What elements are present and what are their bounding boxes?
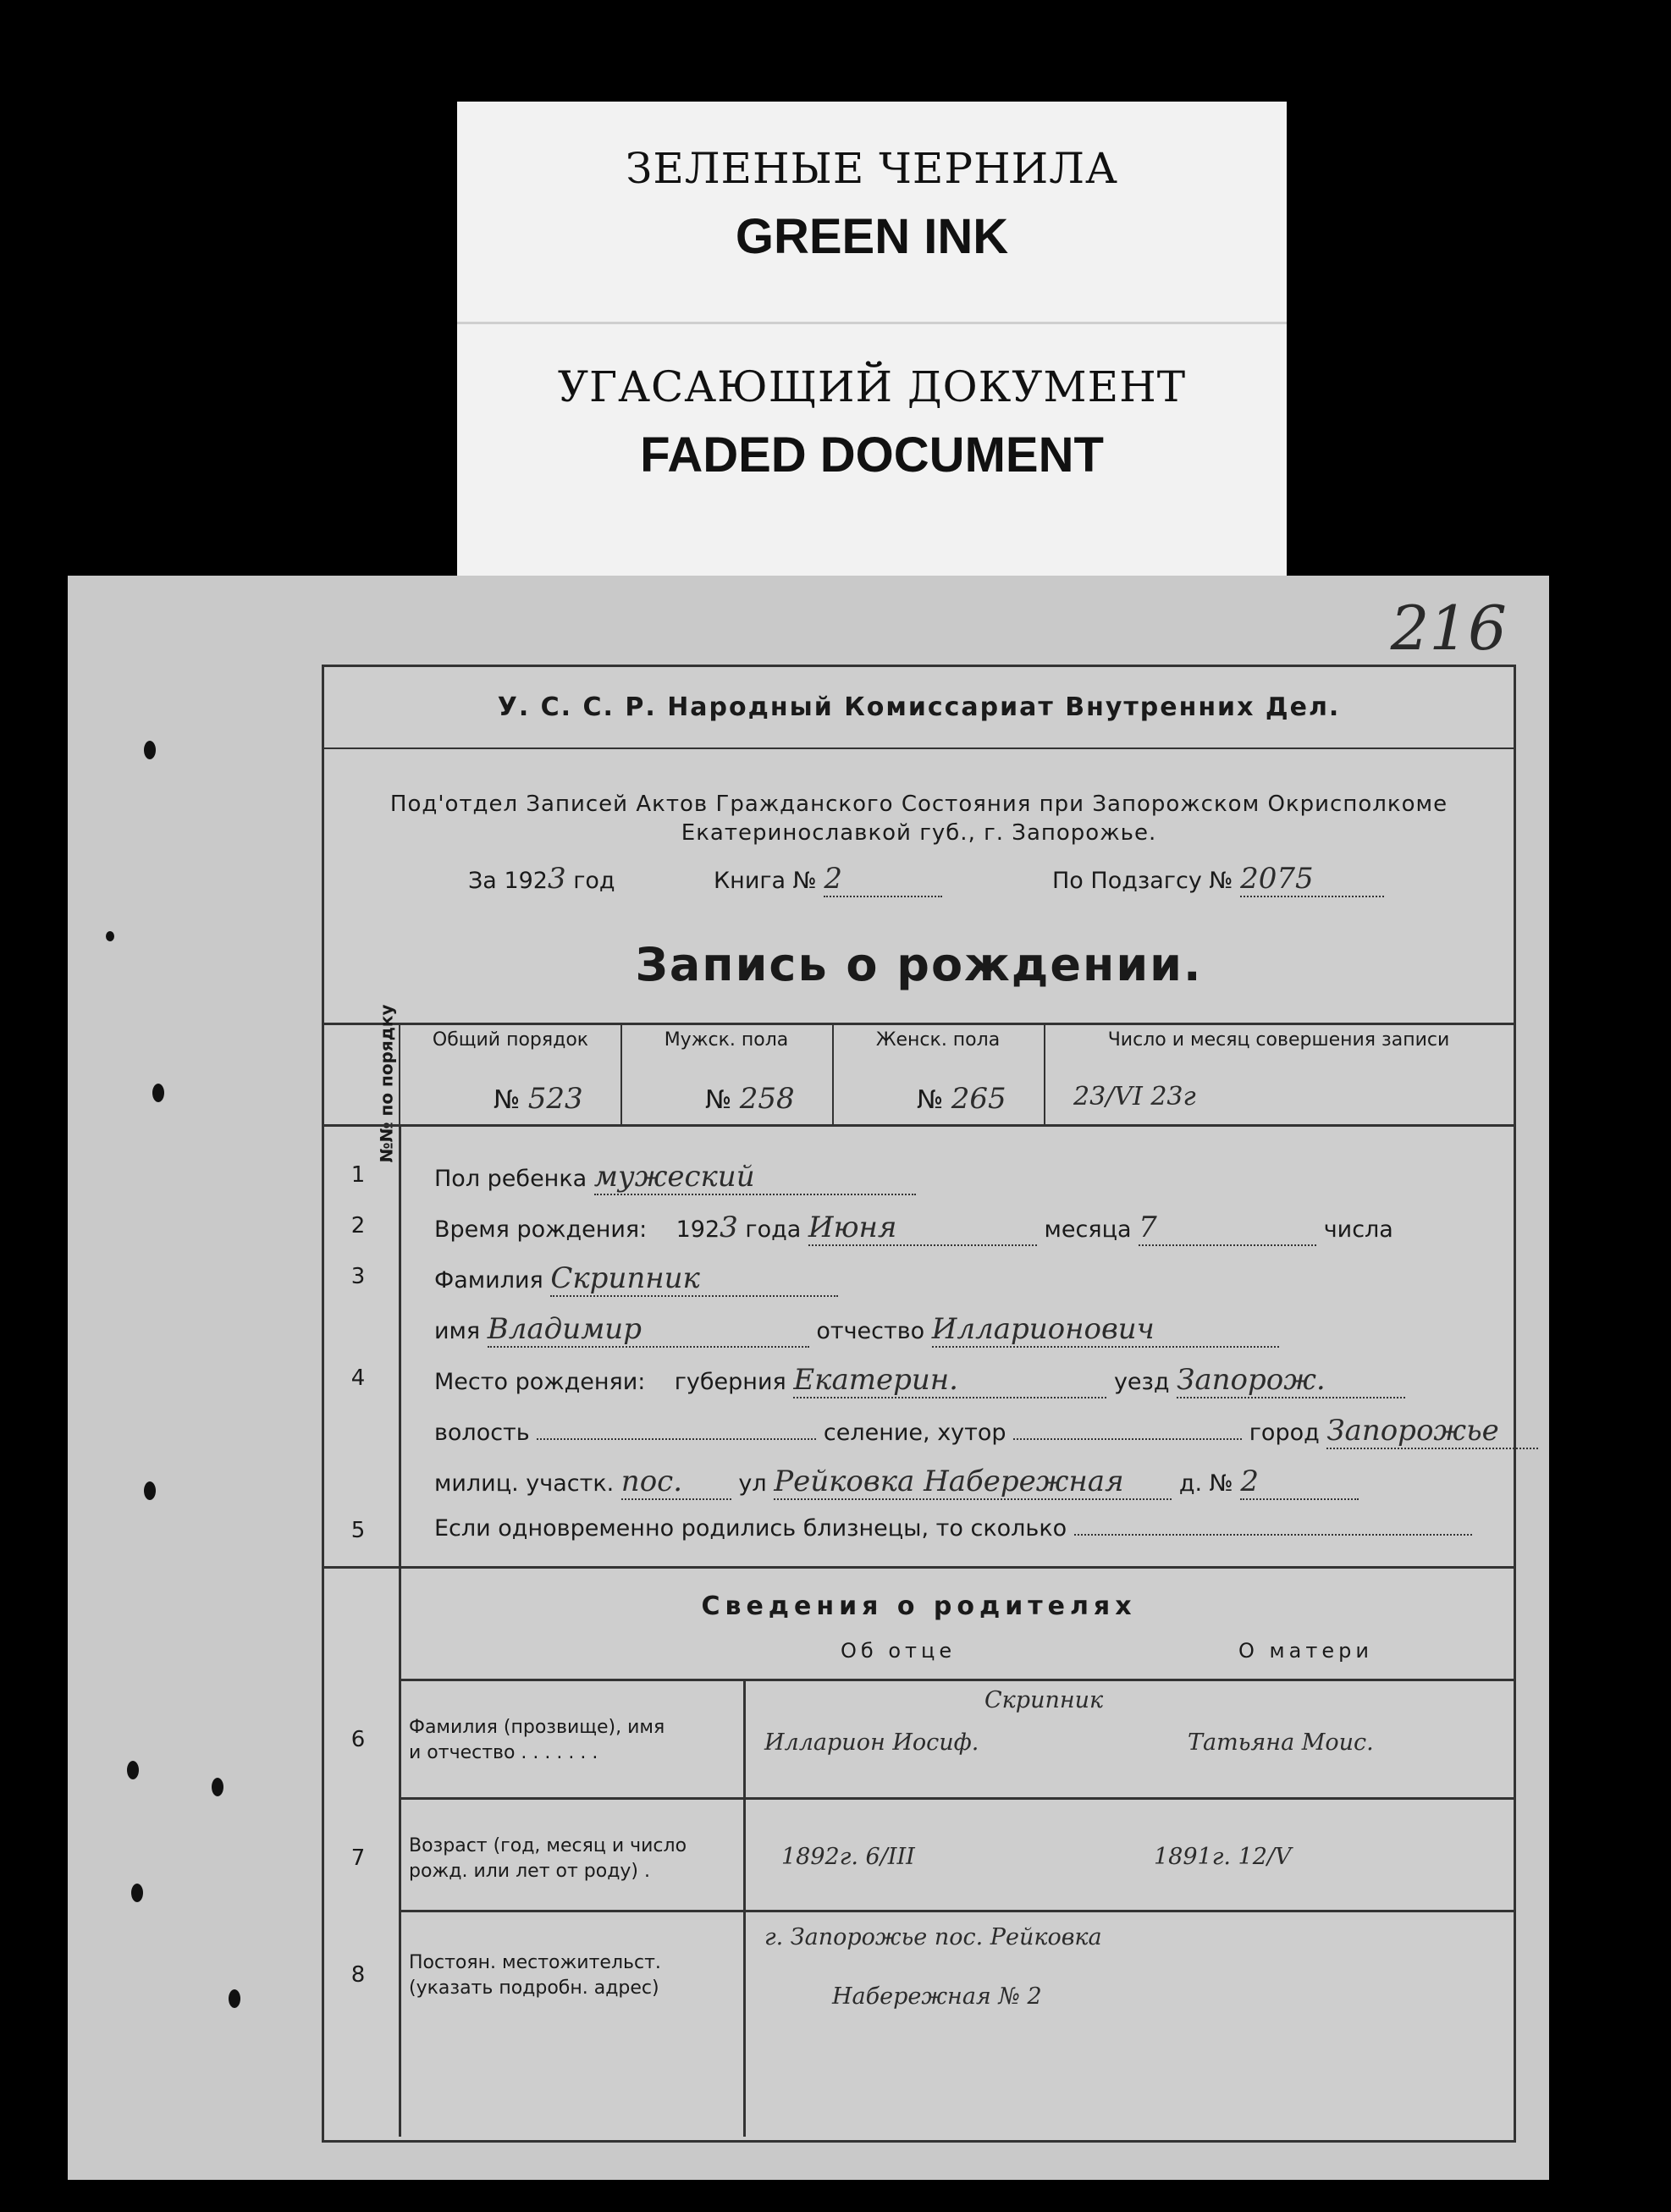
faded-document-ru: УГАСАЮЩИЙ ДОКУМЕНТ — [557, 362, 1187, 411]
male-head: Мужск. пола — [664, 1029, 789, 1051]
subregistry-value: 2075 — [1240, 862, 1384, 897]
parents-section-title: Сведения о родителях — [701, 1591, 1137, 1621]
green-ink-label — [457, 102, 1287, 322]
green-ink-en: GREEN INK — [735, 209, 1009, 264]
militia-field: милиц. участк. пос. ул Рейковка Набережная д. № 2 — [434, 1465, 1359, 1500]
male-order-value: № 258 — [705, 1082, 795, 1116]
row-number: 2 — [350, 1213, 366, 1238]
punch-hole — [229, 1989, 240, 2008]
department-line-2: Екатеринославкой губ., г. Запорожье. — [681, 820, 1157, 846]
age-row-label: Возраст (год, месяц и число рожд. или лет от роду) . — [409, 1835, 687, 1882]
mother-age: 1891г. 12/V — [1154, 1844, 1292, 1870]
name-row-label: Фамилия (прозвище), имя и отчество . . . . . . . — [409, 1717, 665, 1763]
ussr-header: У. С. С. Р. Народный Комиссариат Внутренних Дел. — [497, 692, 1341, 722]
row-number: 4 — [350, 1365, 366, 1391]
rule — [399, 1679, 1514, 1681]
row-number: 1 — [350, 1162, 366, 1188]
punch-hole — [152, 1084, 164, 1102]
order-table — [324, 1023, 1514, 1025]
year-value: 3 — [547, 862, 566, 896]
label-column-divider — [743, 1679, 746, 2137]
father-head: Об отце — [841, 1639, 957, 1663]
volost-field: волость селение, хутор город Запорожье — [434, 1414, 1538, 1449]
punch-hole — [131, 1884, 143, 1902]
page-title: Запись о рождении. — [635, 938, 1203, 991]
faded-document-en: FADED DOCUMENT — [640, 428, 1104, 483]
punch-hole — [212, 1778, 223, 1796]
faded-document-label — [457, 322, 1287, 578]
row-number: 6 — [350, 1727, 366, 1752]
header-rule — [324, 747, 1514, 749]
general-order-value: № 523 — [494, 1082, 583, 1116]
address-line-1: г. Запорожье пос. Рейковка — [764, 1924, 1102, 1950]
punch-hole — [127, 1761, 139, 1779]
department-header — [324, 790, 1514, 847]
birth-record-form — [322, 665, 1516, 2143]
subregistry-field: По Подзагсу № 2075 — [1052, 862, 1384, 897]
twins-field: Если одновременно родились близнецы, то сколько — [434, 1515, 1472, 1542]
name-field: имя Владимир отчество Илларионович — [434, 1312, 1279, 1348]
number-column-divider — [399, 1124, 401, 2137]
female-head: Женск. пола — [875, 1029, 1001, 1051]
female-order-value: № 265 — [917, 1082, 1006, 1116]
book-value: 2 — [824, 862, 942, 897]
record-date-value: 23/VI 23г — [1073, 1082, 1196, 1112]
row-number: 7 — [350, 1845, 366, 1871]
row-number: 5 — [350, 1518, 366, 1543]
address-row-label: Постоян. местожительст. (указать подробн. адрес) — [409, 1952, 661, 1999]
father-name: Илларион Иосиф. — [764, 1729, 979, 1756]
sex-value: мужеский — [594, 1160, 916, 1195]
record-date-head: Число и месяц совершения записи — [1107, 1029, 1450, 1051]
birthplace-field: Место рожденяи: губерния Екатерин. уезд Запорож. — [434, 1363, 1405, 1398]
general-order-head: Общий порядок — [432, 1029, 589, 1051]
column-divider — [832, 1023, 834, 1124]
address-line-2: Набережная № 2 — [832, 1983, 1042, 2010]
rule — [399, 1797, 1514, 1800]
surname-field: Фамилия Скрипник — [434, 1261, 838, 1297]
row-number: 3 — [350, 1264, 366, 1289]
book-field: Книга № 2 — [714, 862, 942, 897]
punch-hole — [144, 741, 156, 759]
mother-name: Татьяна Моис. — [1188, 1729, 1374, 1756]
rule — [399, 1910, 1514, 1912]
column-divider — [620, 1023, 622, 1124]
document-sheet — [68, 576, 1549, 2180]
punch-hole — [144, 1481, 156, 1500]
department-line-1: Под'отдел Записей Актов Гражданского Состояния при Запорожском Окрисполкоме — [389, 792, 1448, 817]
rule — [324, 1124, 1514, 1127]
year-field: За 1923 год — [468, 862, 615, 896]
sex-field: Пол ребенка мужеский — [434, 1160, 916, 1195]
birth-time-field: Время рождения: 1923 года Июня месяца 7 числа — [434, 1211, 1393, 1244]
row-number: 8 — [350, 1962, 366, 1988]
punch-hole — [106, 931, 114, 941]
common-surname: Скрипник — [984, 1687, 1104, 1713]
green-ink-ru: ЗЕЛЕНЫЕ ЧЕРНИЛА — [626, 144, 1118, 193]
rule — [324, 1566, 1514, 1569]
order-number-vertical-label: №№ по порядку — [376, 1004, 397, 1163]
mother-head: О матери — [1238, 1639, 1373, 1663]
column-divider — [1044, 1023, 1045, 1124]
column-divider — [399, 1023, 400, 1124]
father-age: 1892г. 6/III — [781, 1844, 915, 1870]
page-number: 216 — [1390, 593, 1507, 664]
